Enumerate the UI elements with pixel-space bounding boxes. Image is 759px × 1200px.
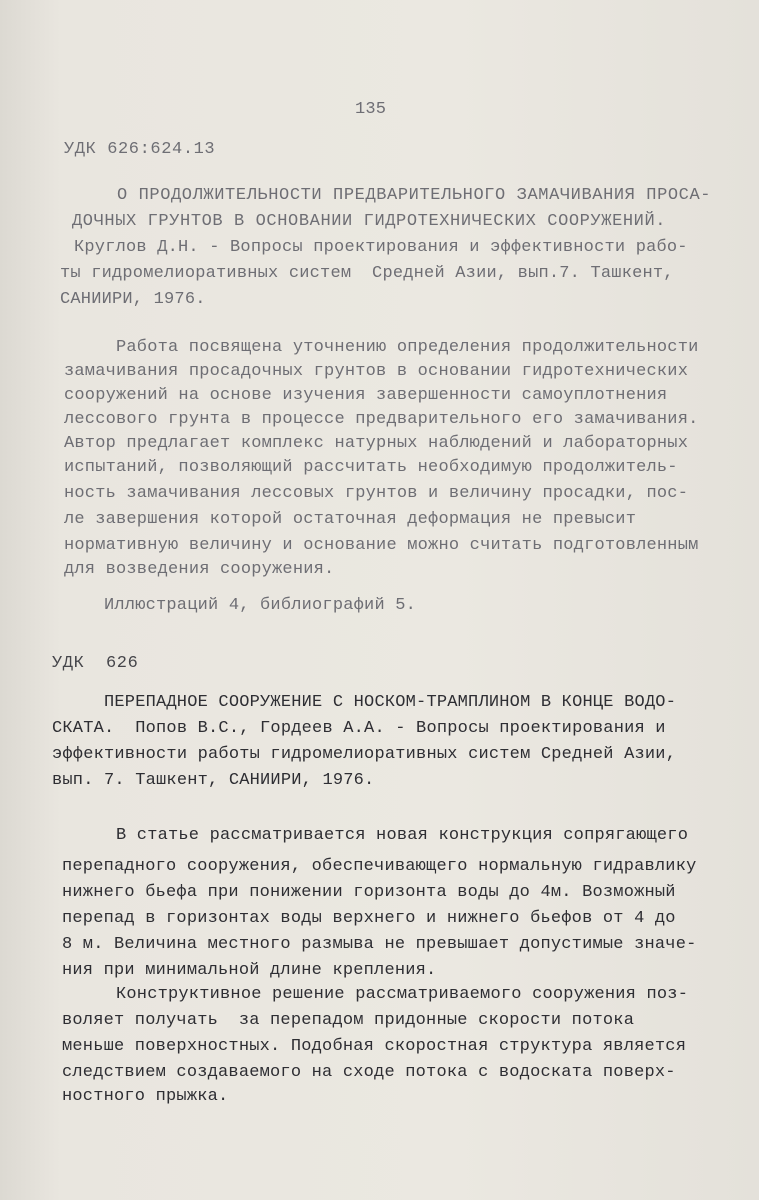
entry1-abstract-line-8: ле завершения которой остаточная деформация не превысит — [64, 510, 637, 529]
entry2-abstract-line-10: следствием создаваемого на сходе потока с водоската поверх- — [62, 1063, 676, 1082]
entry1-citation-line-3: САНИИРИ, 1976. — [60, 290, 206, 309]
entry1-title-line-2: ДОЧНЫХ ГРУНТОВ В ОСНОВАНИИ ГИДРОТЕХНИЧЕСКИХ СООРУЖЕНИЙ. — [72, 212, 667, 231]
entry1-abstract-line-4: лессового грунта в процессе предварительного его замачивания. — [64, 410, 699, 429]
entry1-citation-line-2: ты гидромелиоративных систем Средней Азии, вып.7. Ташкент, — [60, 264, 674, 283]
entry2-abstract-line-4: перепад в горизонтах воды верхнего и нижнего бьефов от 4 до — [62, 909, 676, 928]
entry1-abstract-line-6: испытаний, позволяющий рассчитать необходимую продолжитель- — [64, 458, 678, 477]
entry1-abstract-line-9: нормативную величину и основание можно считать подготовленным — [64, 536, 699, 555]
entry1-abstract-line-2: замачивания просадочных грунтов в основании гидротехнических — [64, 362, 689, 381]
entry2-abstract-line-1: В статье рассматривается новая конструкция сопрягающего — [116, 826, 689, 845]
entry2-abstract-line-6: ния при минимальной длине крепления. — [62, 961, 437, 980]
entry2-abstract-line-11: ностного прыжка. — [62, 1087, 229, 1106]
entry2-title-line-1: ПЕРЕПАДНОЕ СООРУЖЕНИЕ С НОСКОМ-ТРАМПЛИНОМ В КОНЦЕ ВОДО- — [104, 693, 677, 712]
entry2-title-line-3: эффективности работы гидромелиоративных систем Средней Азии, — [52, 745, 677, 764]
entry1-illustrations: Иллюстраций 4, библиографий 5. — [104, 596, 417, 615]
udk-code-1: УДК 626:624.13 — [64, 140, 216, 159]
page-number: 135 — [355, 100, 387, 119]
udk-code-2: УДК 626 — [52, 654, 139, 673]
entry2-abstract-line-5: 8 м. Величина местного размыва не превышает допустимые значе- — [62, 935, 697, 954]
entry2-title-line-4: вып. 7. Ташкент, САНИИРИ, 1976. — [52, 771, 375, 790]
entry2-abstract-line-3: нижнего бьефа при понижении горизонта воды до 4м. Возможный — [62, 883, 676, 902]
entry2-abstract-line-8: воляет получать за перепадом придонные скорости потока — [62, 1011, 635, 1030]
entry1-abstract-line-3: сооружений на основе изучения завершенности самоуплотнения — [64, 386, 668, 405]
entry1-title-line-1: О ПРОДОЛЖИТЕЛЬНОСТИ ПРЕДВАРИТЕЛЬНОГО ЗАМАЧИВАНИЯ ПРОСА- — [117, 186, 712, 205]
entry1-citation-line-1: Круглов Д.Н. - Вопросы проектирования и эффективности рабо- — [74, 238, 688, 257]
entry1-abstract-line-5: Автор предлагает комплекс натурных наблюдений и лабораторных — [64, 434, 689, 453]
entry2-abstract-line-2: перепадного сооружения, обеспечивающего нормальную гидравлику — [62, 857, 697, 876]
entry1-abstract-line-1: Работа посвящена уточнению определения продолжительности — [116, 338, 699, 357]
entry1-abstract-line-10: для возведения сооружения. — [64, 560, 335, 579]
entry2-abstract-line-9: меньше поверхностных. Подобная скоростная структура является — [62, 1037, 687, 1056]
entry2-abstract-line-7: Конструктивное решение рассматриваемого сооружения поз- — [116, 985, 689, 1004]
entry2-title-line-2: СКАТА. Попов В.С., Гордеев А.А. - Вопросы проектирования и — [52, 719, 666, 738]
entry1-abstract-line-7: ность замачивания лессовых грунтов и величину просадки, пос- — [64, 484, 689, 503]
